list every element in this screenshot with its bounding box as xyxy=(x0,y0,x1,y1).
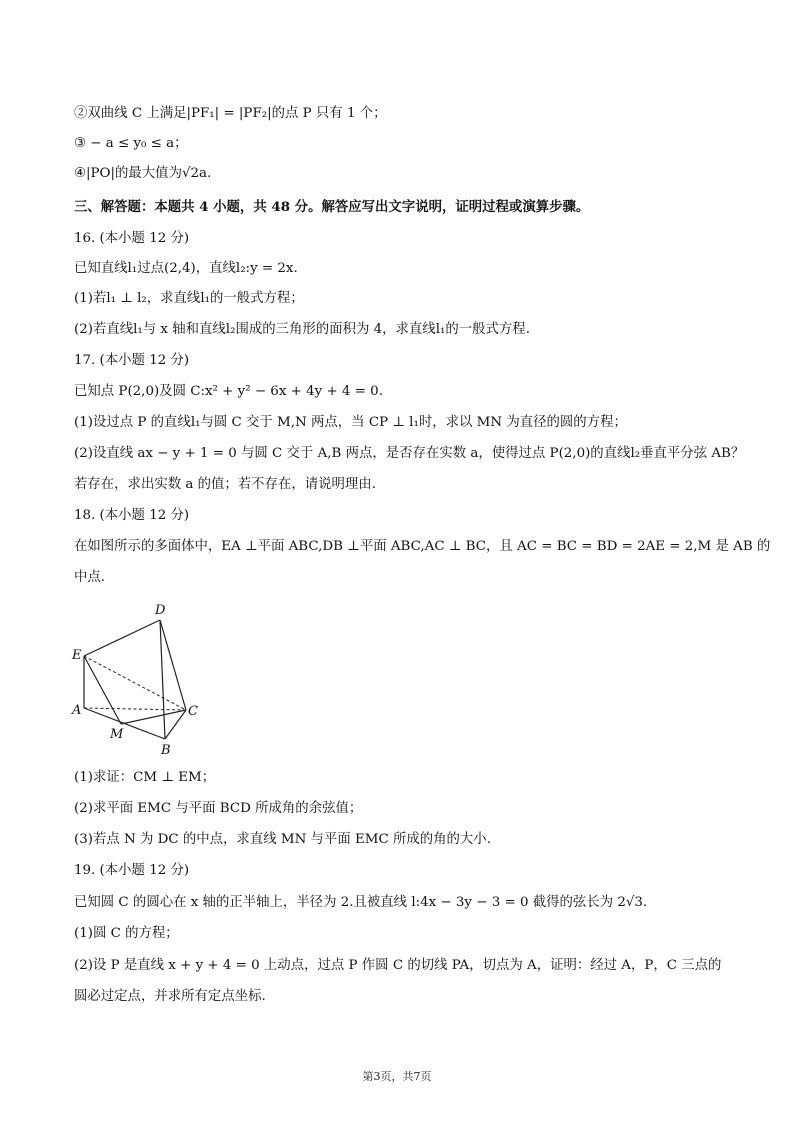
text-line: (3)若点 N 为 DC 的中点，求直线 MN 与平面 EMC 所成的角的大小. xyxy=(74,832,491,847)
text-line: 已知圆 C 的圆心在 x 轴的正半轴上，半径为 2.且被直线 l:4x − 3y − 3 = 0 截得的弦长为 2√3. xyxy=(74,895,648,910)
text-line: (1)若l₁ ⊥ l₂，求直线l₁的一般式方程； xyxy=(74,291,304,306)
edge-DE xyxy=(84,620,160,656)
question-header: 16. (本小题 12 分) xyxy=(74,231,190,246)
label-C: C xyxy=(188,704,198,719)
edge-AC-hidden xyxy=(84,708,186,710)
question-header: 17. (本小题 12 分) xyxy=(74,353,190,368)
edge-DC xyxy=(160,620,186,710)
edge-EM xyxy=(84,656,121,724)
text-line: (2)设直线 ax − y + 1 = 0 与圆 C 交于 A,B 两点，是否存在实数 a，使得过点 P(2,0)的直线l₂垂直平分弦 AB？ xyxy=(74,446,745,461)
text-line: 若存在，求出实数 a 的值；若不存在，请说明理由. xyxy=(74,477,376,492)
text-line: (2)设 P 是直线 x + y + 4 = 0 上动点，过点 P 作圆 C 的切线 PA，切点为 A，证明：经过 A，P，C 三点的 xyxy=(74,958,722,973)
label-M: M xyxy=(110,727,124,742)
text-line: (1)圆 C 的方程； xyxy=(74,926,179,941)
text-line: (2)求平面 EMC 与平面 BCD 所成角的余弦值； xyxy=(74,801,363,816)
text-line: 圆必过定点，并求所有定点坐标. xyxy=(74,989,266,1004)
text-line: (1)求证：CM ⊥ EM； xyxy=(74,770,216,785)
question-header: 18. (本小题 12 分) xyxy=(74,508,190,523)
text-line: ②双曲线 C 上满足|PF₁| = |PF₂|的点 P 只有 1 个； xyxy=(74,106,387,121)
label-D: D xyxy=(155,603,166,618)
text-line: ③ − a ≤ y₀ ≤ a； xyxy=(74,136,188,151)
text-line: ④|PO|的最大值为√2a. xyxy=(74,166,212,181)
text-line: 已知点 P(2,0)及圆 C:x² + y² − 6x + 4y + 4 = 0. xyxy=(74,384,383,399)
text-line: 在如图所示的多面体中，EA ⊥平面 ABC,DB ⊥平面 ABC,AC ⊥ BC，且 AC = BC = BD = 2AE = 2,M 是 AB 的 xyxy=(74,539,771,554)
label-A: A xyxy=(72,703,82,718)
edge-DB xyxy=(160,620,165,739)
polyhedron-figure xyxy=(66,598,216,758)
text-line: 已知直线l₁过点(2,4)，直线l₂:y = 2x. xyxy=(74,261,298,276)
text-line: 中点. xyxy=(74,570,106,585)
label-B: B xyxy=(161,743,171,758)
label-E: E xyxy=(72,648,82,663)
page-footer: 第3页，共7页 xyxy=(362,1070,432,1083)
text-line: (2)若直线l₁与 x 轴和直线l₂围成的三角形的面积为 4，求直线l₁的一般式方程. xyxy=(74,322,530,337)
edge-MC xyxy=(121,710,186,724)
section-heading: 三、解答题：本题共 4 小题，共 48 分。解答应写出文字说明，证明过程或演算步骤。 xyxy=(74,199,590,215)
text-line: (1)设过点 P 的直线l₁与圆 C 交于 M,N 两点，当 CP ⊥ l₁时，求以 MN 为直径的圆的方程； xyxy=(74,415,627,430)
question-header: 19. (本小题 12 分) xyxy=(74,863,190,878)
